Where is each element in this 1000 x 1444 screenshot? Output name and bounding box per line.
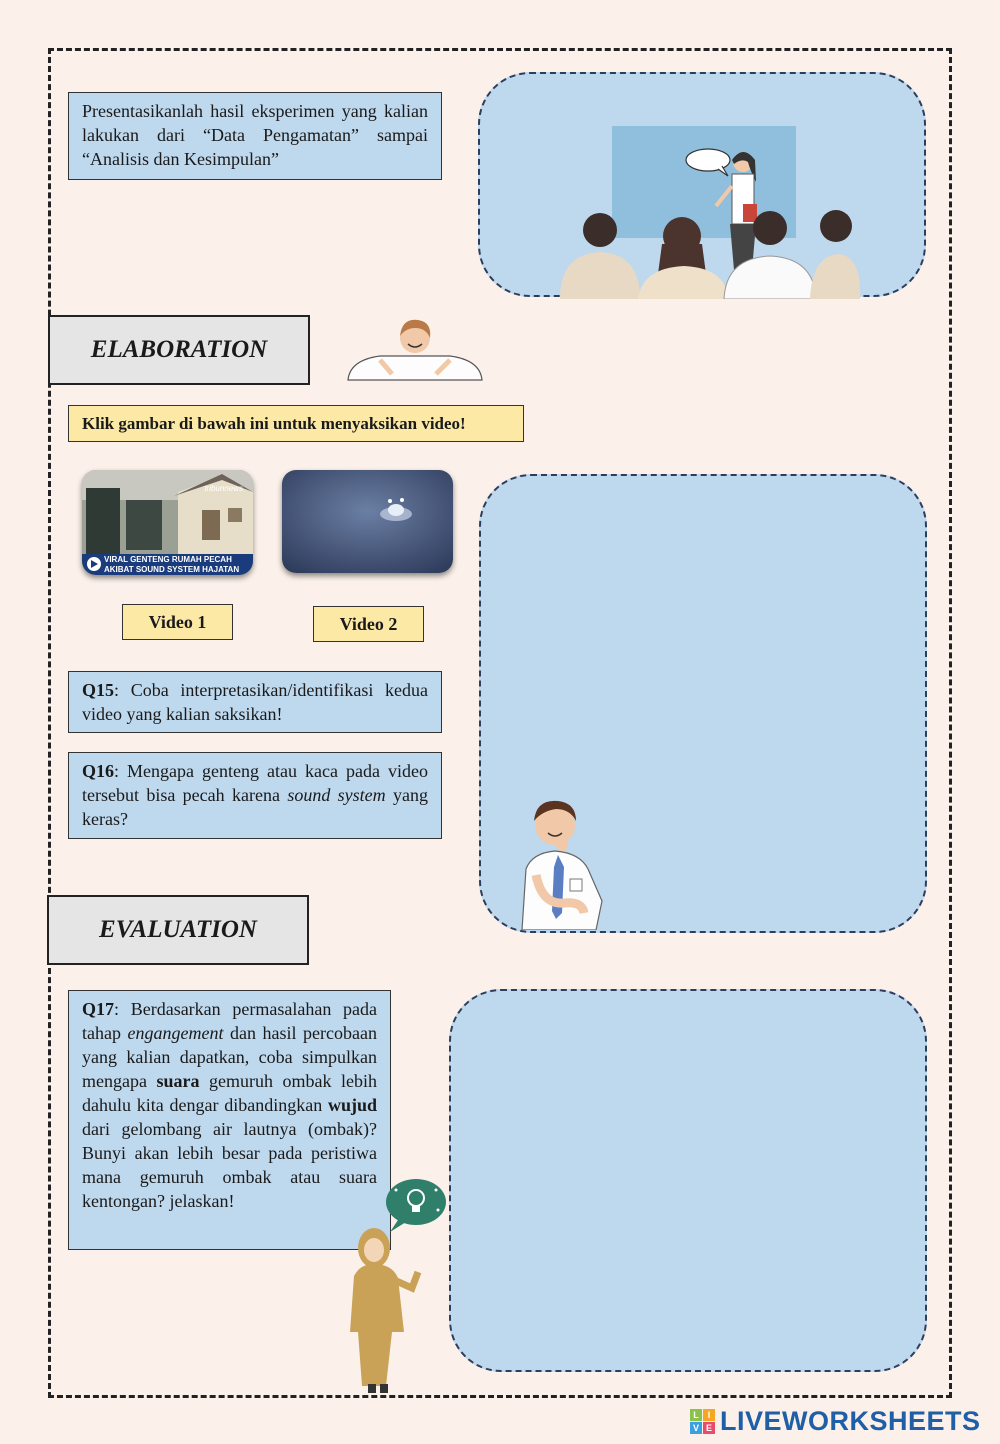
presentation-illustration	[480, 74, 928, 299]
video-1-caption-line2: AKIBAT SOUND SYSTEM HAJATAN	[104, 565, 240, 574]
evaluation-answer-area[interactable]	[449, 989, 927, 1372]
video-1-label[interactable]: Video 1	[122, 604, 233, 640]
question-q16: Q16: Mengapa genteng atau kaca pada video tersebut bisa pecah karena sound system yang keras?	[68, 752, 442, 839]
presentation-answer-area[interactable]	[478, 72, 926, 297]
video-1-thumbnail[interactable]	[82, 470, 253, 575]
teacher-lightbulb-illustration	[340, 1176, 450, 1396]
intro-instruction: Presentasikanlah hasil eksperimen yang kalian lakukan dari “Data Pengamatan” sampai “Analisis dan Kesimpulan”	[68, 92, 442, 180]
pointing-boy-illustration	[340, 316, 490, 386]
elaboration-heading: ELABORATION	[48, 315, 310, 385]
video-2-thumbnail[interactable]	[282, 470, 453, 573]
video-1-caption-line1: VIRAL GENTENG RUMAH PECAH	[104, 555, 232, 564]
question-q15: Q15: Coba interpretasikan/identifikasi kedua video yang kalian saksikan!	[68, 671, 442, 733]
question-q17: Q17: Berdasarkan permasalahan pada tahap engangement dan hasil percobaan yang kalian dapatkan, coba simpulkan mengapa suara gemuruh ombak lebih dahulu kita dengar dibandingkan wujud dari gelombang air lautnya (ombak)? Bunyi akan lebih besar pada peristiwa mana gemuruh ombak atau suara kentongan? jelaskan!	[68, 990, 391, 1250]
logo-grid-icon: L I V E	[690, 1409, 715, 1434]
video-2-label[interactable]: Video 2	[313, 606, 424, 642]
evaluation-heading: EVALUATION	[47, 895, 309, 965]
water-drop-scene	[282, 470, 453, 573]
video-instruction: Klik gambar di bawah ini untuk menyaksikan video!	[68, 405, 524, 442]
video-1-watermark: tribunnews	[204, 484, 243, 493]
liveworksheets-logo[interactable]: L I V E LIVEWORKSHEETS	[690, 1404, 981, 1438]
thinking-student-illustration	[518, 795, 610, 930]
